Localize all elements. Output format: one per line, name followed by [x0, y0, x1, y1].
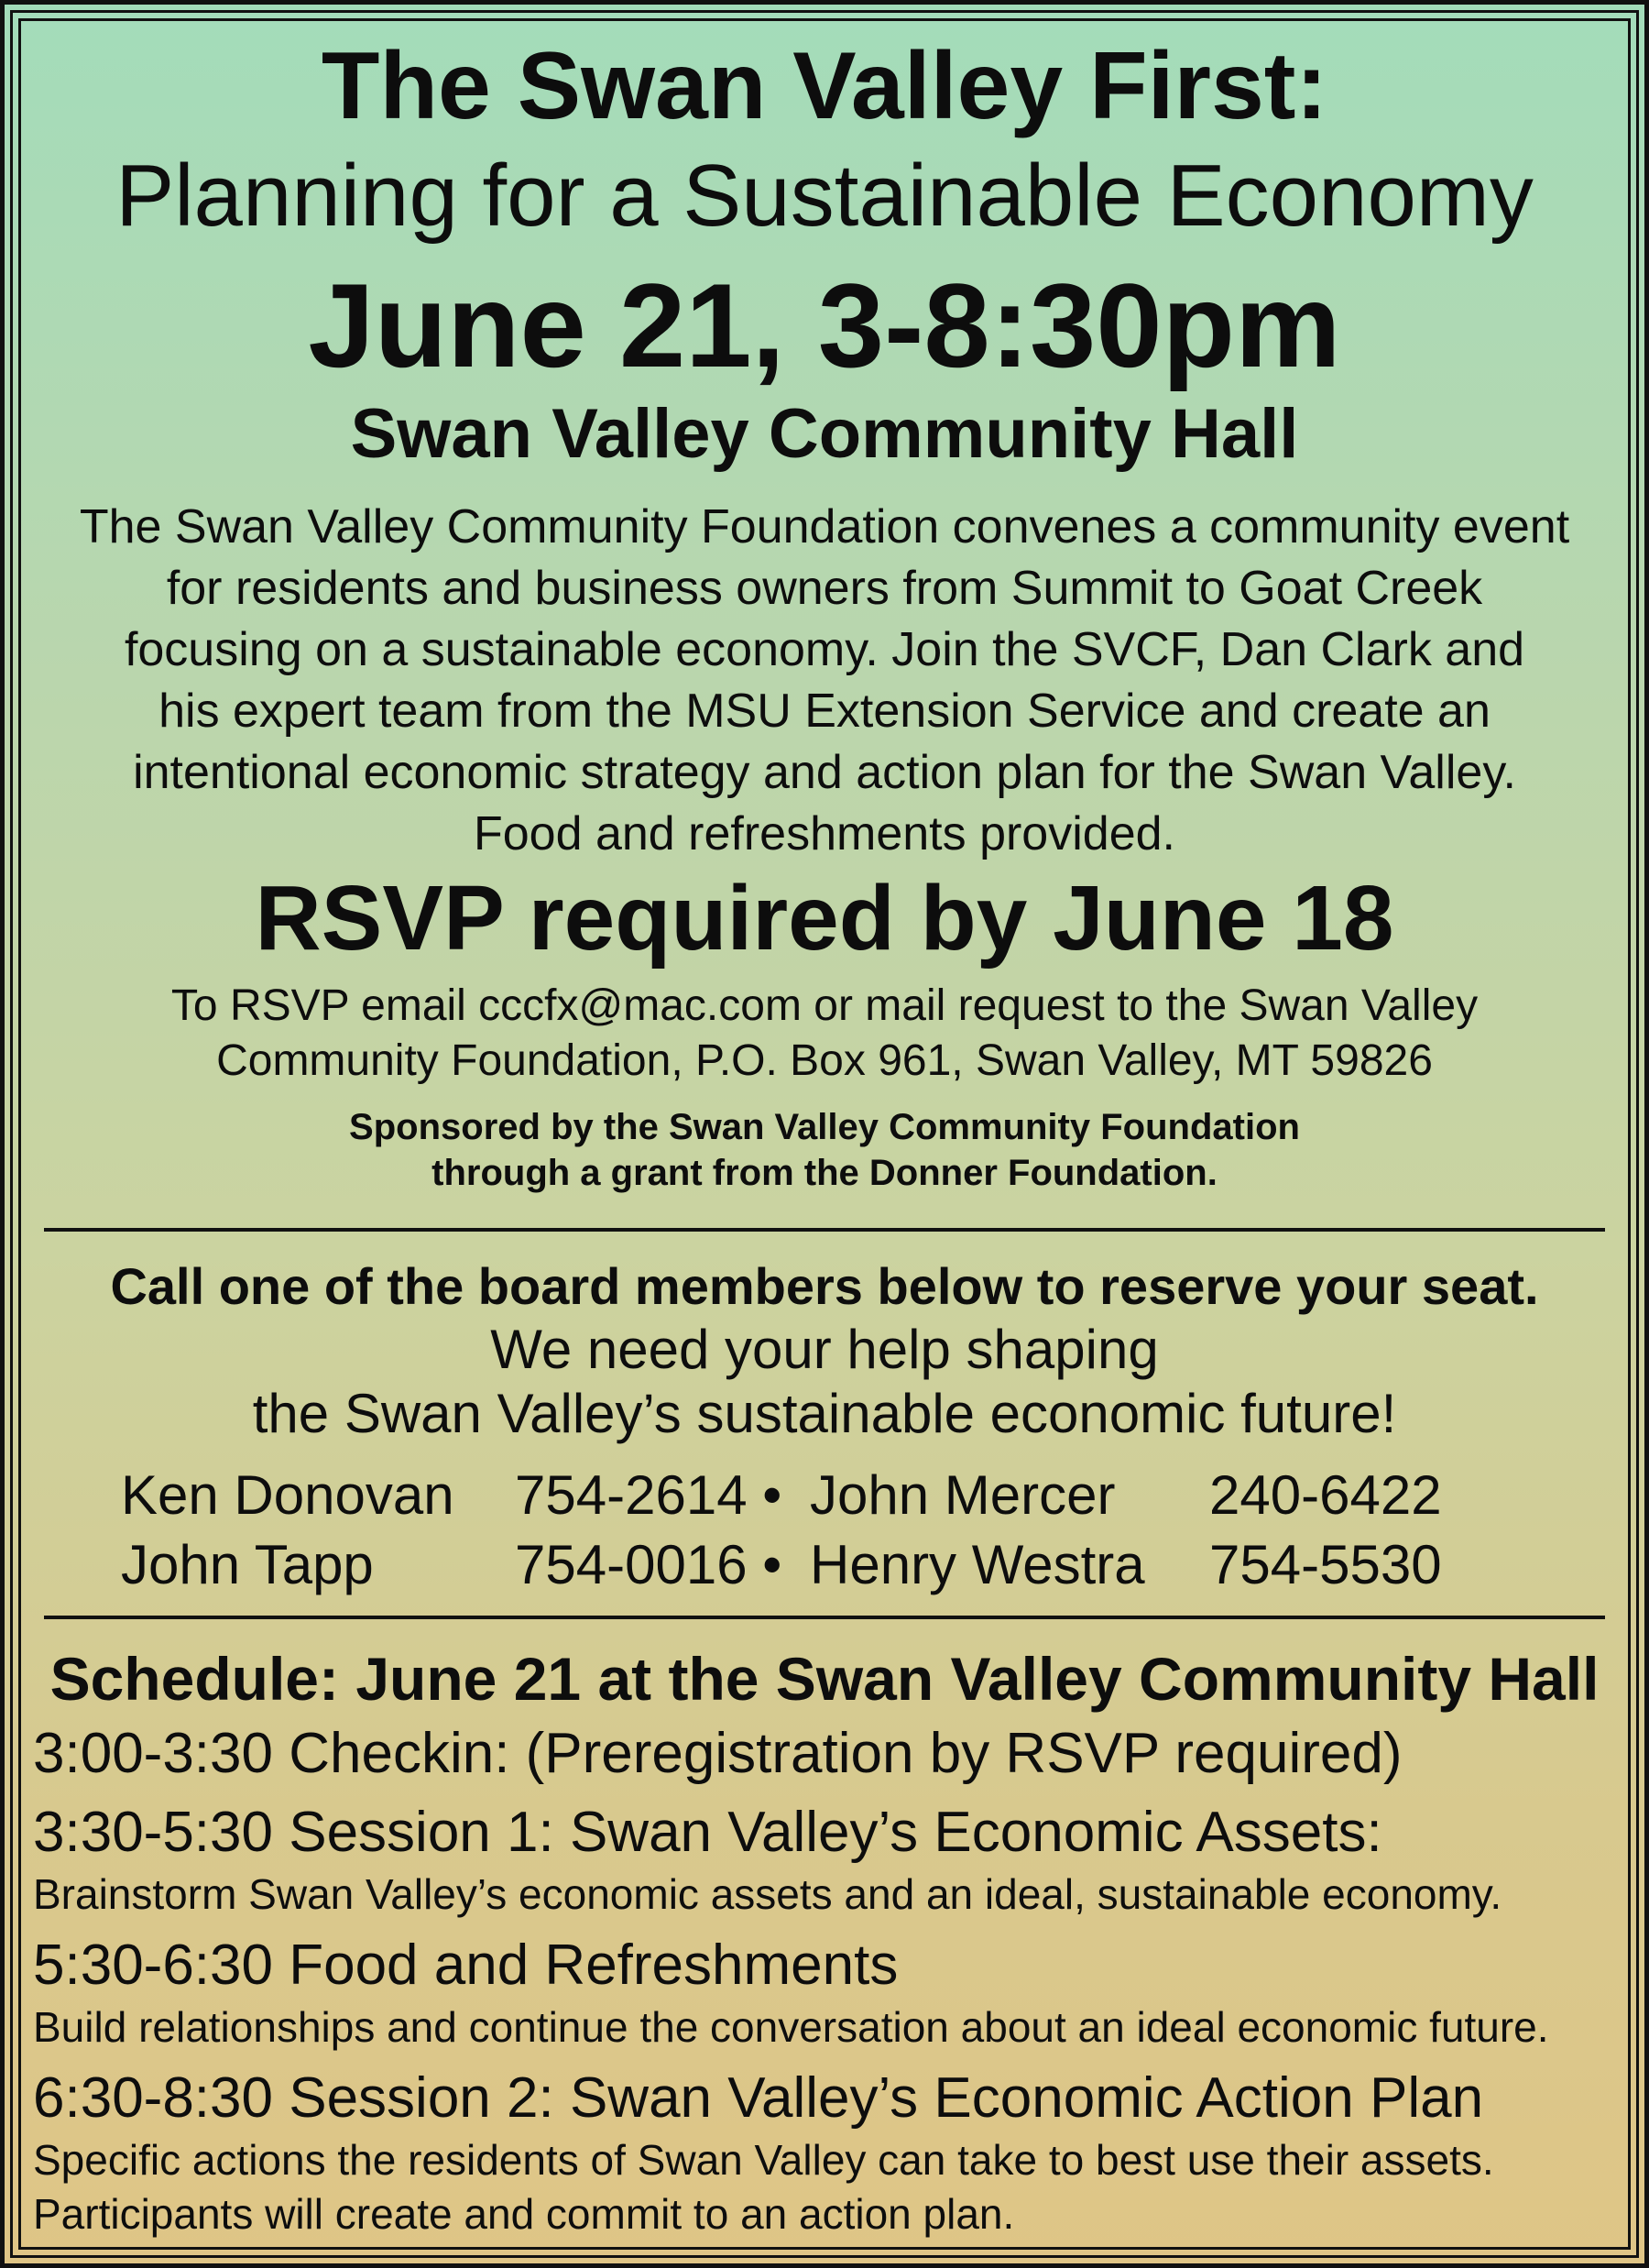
call-heading: Call one of the board members below to reserve your seat. [110, 1257, 1539, 1315]
contact-name: Henry Westra [810, 1534, 1145, 1595]
schedule-item-description: Specific actions the residents of Swan Valley can take to best use their assets. [33, 2136, 1494, 2184]
schedule-item [33, 2064, 1627, 2241]
event-venue: Swan Valley Community Hall [350, 395, 1299, 473]
schedule-item-title: 3:00-3:30 Checkin: (Preregistration by RSVP required) [33, 1722, 1403, 1785]
divider [44, 1616, 1605, 1619]
description-line: Food and refreshments provided. [474, 807, 1175, 860]
schedule-item-title: 6:30-8:30 Session 2: Swan Valley’s Economic Action Plan [33, 2066, 1484, 2130]
contact-phone: 754-2614 • [515, 1464, 782, 1526]
description-line: for residents and business owners from Summit to Goat Creek [166, 562, 1483, 615]
schedule-item-description: Build relationships and continue the conversation about an ideal economic future. [33, 2003, 1549, 2051]
call-line: We need your help shaping [490, 1319, 1159, 1380]
rsvp-instructions [0, 979, 1649, 1089]
divider [44, 1228, 1605, 1232]
schedule-item-title: 3:30-5:30 Session 1: Swan Valley’s Economic Assets: [33, 1801, 1382, 1864]
call-line: the Swan Valley’s sustainable economic future! [252, 1383, 1397, 1444]
sponsor-line: Sponsored by the Swan Valley Community Foundation [349, 1107, 1300, 1147]
schedule-list [33, 1719, 1627, 2251]
rsvp-line: To RSVP email cccfx@mac.com or mail request to the Swan Valley [170, 981, 1479, 1030]
contact-phone: 754-0016 • [515, 1534, 782, 1595]
schedule-item [33, 1931, 1627, 2054]
schedule-item [33, 1798, 1627, 1922]
rsvp-heading: RSVP required by June 18 [255, 867, 1394, 970]
schedule-item-description: Brainstorm Swan Valley’s economic assets and an ideal, sustainable economy. [33, 1870, 1502, 1918]
flyer-subtitle: Planning for a Sustainable Economy [115, 147, 1534, 245]
schedule-item [33, 1719, 1627, 1789]
description-line: focusing on a sustainable economy. Join the SVCF, Dan Clark and [124, 623, 1525, 676]
schedule-item-title: 5:30-6:30 Food and Refreshments [33, 1934, 899, 1997]
sponsor-line: through a grant from the Donner Foundation. [431, 1153, 1218, 1193]
schedule-item-description: Participants will create and commit to an action plan. [33, 2190, 1015, 2238]
contact-name: Ken Donovan [121, 1464, 454, 1526]
sponsor-note [0, 1104, 1649, 1196]
description-line: The Swan Valley Community Foundation convenes a community event [79, 500, 1570, 553]
flyer-title: The Swan Valley First: [321, 33, 1328, 139]
contact-name: John Tapp [121, 1534, 374, 1595]
rsvp-line: Community Foundation, P.O. Box 961, Swan Valley, MT 59826 [216, 1036, 1433, 1085]
call-message [0, 1318, 1649, 1446]
contact-phone: 240-6422 [1209, 1464, 1442, 1526]
schedule-heading: Schedule: June 21 at the Swan Valley Community Hall [49, 1645, 1600, 1713]
event-description [0, 497, 1649, 865]
contact-name: John Mercer [810, 1464, 1116, 1526]
contact-phone: 754-5530 [1209, 1534, 1442, 1595]
description-line: intentional economic strategy and action plan for the Swan Valley. [133, 746, 1516, 799]
description-line: his expert team from the MSU Extension Service and create an [158, 685, 1491, 738]
event-date-time: June 21, 3-8:30pm [308, 258, 1341, 392]
